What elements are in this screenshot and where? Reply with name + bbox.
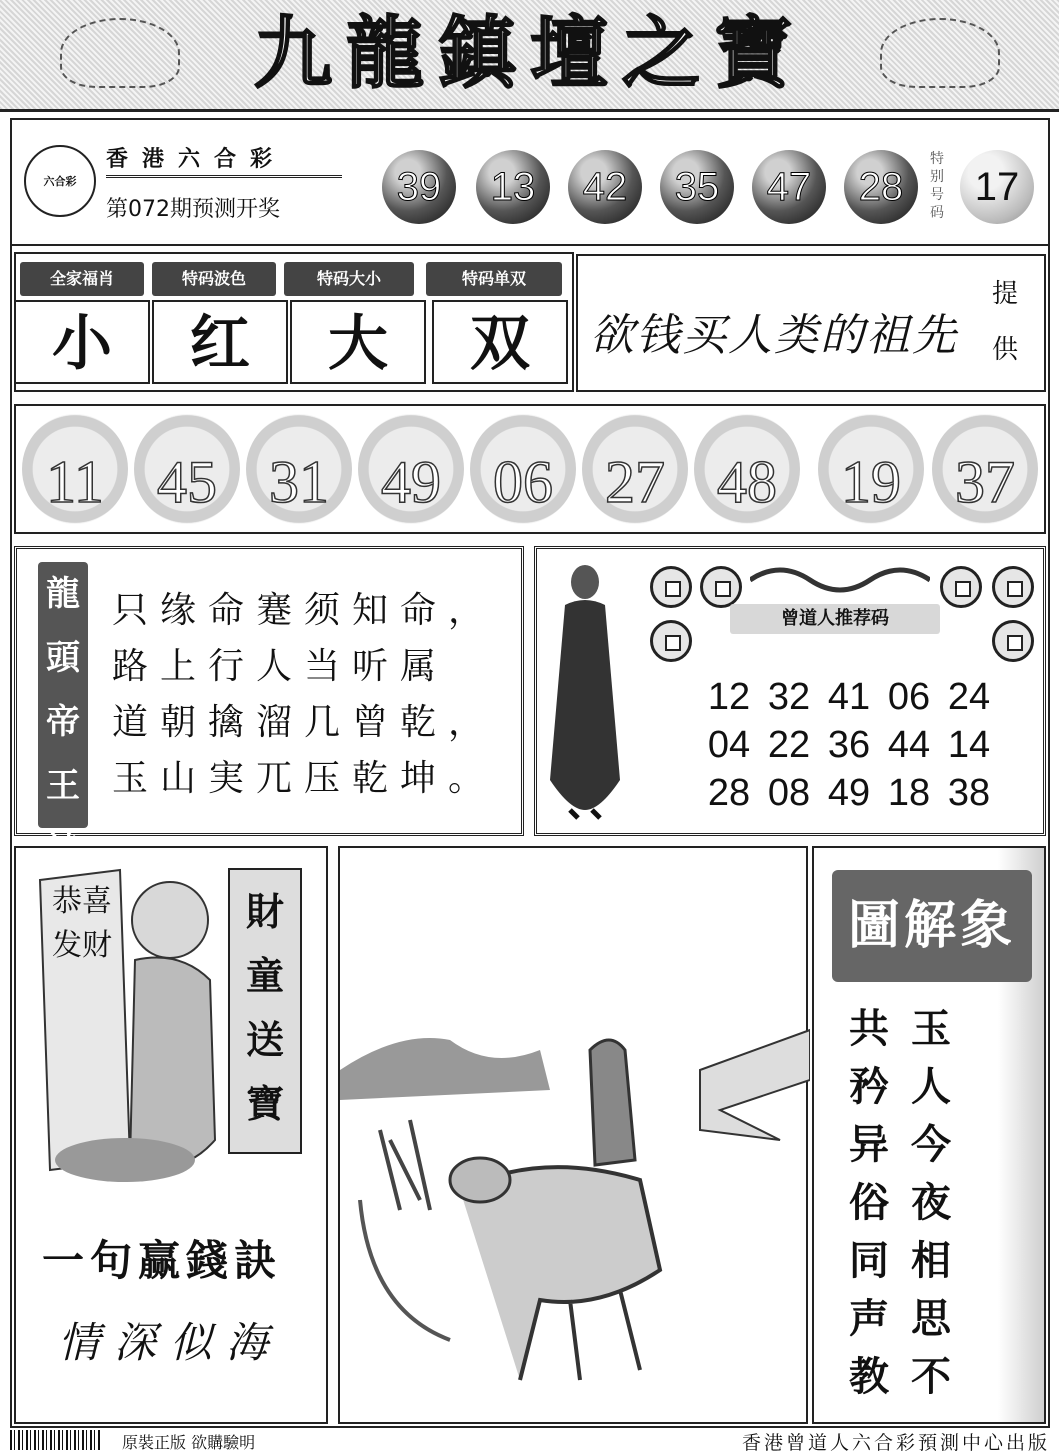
poem-line: 路上行人当听属: [112, 646, 449, 687]
sage-number: 28: [707, 772, 751, 814]
herdboy-on-ox-illustration: [340, 1010, 810, 1390]
category-value: 红: [152, 300, 288, 384]
wealth-text: 財童送寶: [245, 889, 284, 1126]
dragon-ornament-left: [60, 18, 180, 88]
barcode-icon: [10, 1430, 102, 1450]
category-header: 特码大小: [284, 262, 414, 296]
poem-line: 玉山実兀压乾坤。: [112, 758, 497, 799]
sage-number: 14: [947, 724, 991, 766]
sage-number: 38: [947, 772, 991, 814]
result-ball: 42: [568, 150, 642, 224]
footer-publisher: 香港曾道人六合彩預測中心出版: [741, 1432, 1050, 1454]
number-bubble: 49: [358, 414, 464, 524]
category-value: 大: [290, 300, 426, 384]
poem-line: 只缘命蹇须知命，: [112, 590, 497, 631]
coin-icon: [992, 566, 1034, 608]
sage-number: 04: [707, 724, 751, 766]
number-bubble: 37: [932, 414, 1038, 524]
result-ball: 28: [844, 150, 918, 224]
issue-label: 第072期预测开奖: [106, 197, 280, 222]
sage-number: 12: [707, 676, 751, 718]
result-ball: 47: [752, 150, 826, 224]
result-ball: 13: [476, 150, 550, 224]
coin-icon: [940, 566, 982, 608]
sage-number: 18: [887, 772, 931, 814]
slogan-text: 欲钱买人类的祖先: [590, 310, 958, 361]
provider-label: 提供: [991, 279, 1018, 365]
sage-number: 06: [887, 676, 931, 718]
lottery-name: 香港六合彩: [106, 142, 342, 178]
number-bubble: 45: [134, 414, 240, 524]
poem-line: 道朝擒溜几曾乾，: [112, 702, 497, 743]
poem-side-title: 龍頭帝王詩: [38, 562, 88, 828]
ribbon-ornament: [750, 560, 930, 600]
sage-number: 32: [767, 676, 811, 718]
coin-icon: [992, 620, 1034, 662]
result-ball: 39: [382, 150, 456, 224]
category-header: 特码单双: [426, 262, 562, 296]
coin-icon: [650, 620, 692, 662]
page-title: 九龍鎮壇之寶: [253, 8, 806, 99]
riddle-title: 圖解象: [832, 870, 1032, 982]
category-value: 小: [14, 300, 150, 384]
sage-number: 41: [827, 676, 871, 718]
sage-title: 曾道人推荐码: [730, 604, 940, 634]
number-bubble: 06: [470, 414, 576, 524]
sage-number: 08: [767, 772, 811, 814]
lottery-logo: 六合彩: [24, 145, 96, 217]
special-number-tag: 特别号码: [930, 151, 944, 221]
coin-icon: [650, 566, 692, 608]
jue-text: 情深似海: [58, 1318, 283, 1367]
category-header: 全家福肖: [20, 262, 144, 296]
result-ball: 35: [660, 150, 734, 224]
footer-authenticity: 原裝正版 欲購驗明: [122, 1433, 256, 1452]
sage-number: 49: [827, 772, 871, 814]
number-bubble: 31: [246, 414, 352, 524]
sage-number: 22: [767, 724, 811, 766]
sage-figure-illustration: [540, 560, 630, 820]
sage-number: 24: [947, 676, 991, 718]
coin-icon: [700, 566, 742, 608]
row-divider: [10, 244, 1050, 246]
number-bubble: 27: [582, 414, 688, 524]
sage-number: 44: [887, 724, 931, 766]
sage-number: 36: [827, 724, 871, 766]
riddle-column-left: 共矜异俗同声教: [849, 1005, 889, 1400]
category-header: 特码波色: [152, 262, 276, 296]
kid-scroll-text: 恭喜发财: [52, 884, 112, 963]
riddle-column-right: 玉人今夜相思不: [911, 1005, 951, 1400]
number-bubble: 19: [818, 414, 924, 524]
jue-title: 一句赢錢訣: [42, 1236, 283, 1285]
category-value: 双: [432, 300, 568, 384]
number-bubble: 48: [694, 414, 800, 524]
dragon-ornament-right: [880, 18, 1000, 88]
number-bubble: 11: [22, 414, 128, 524]
special-ball: 17: [960, 150, 1034, 224]
